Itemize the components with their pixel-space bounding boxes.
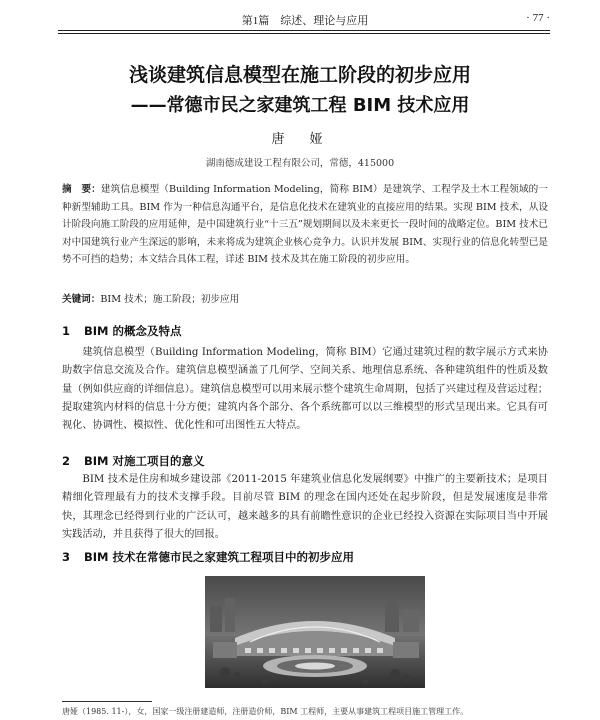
section-title: BIM 对施工项目的意义 — [84, 454, 205, 468]
section-number: 3 — [62, 550, 71, 564]
building-rendering-image — [205, 576, 425, 688]
header-rule-bottom — [58, 33, 550, 34]
section-title: BIM 的概念及特点 — [84, 324, 182, 338]
section-heading-2 — [62, 453, 205, 469]
section-number: 1 — [62, 324, 71, 338]
abstract — [62, 181, 548, 269]
abstract-label: 摘 要： — [62, 184, 101, 195]
keywords — [62, 291, 548, 305]
page-number: · 77 · — [526, 12, 550, 24]
section-title: BIM 技术在常德市民之家建筑工程项目中的初步应用 — [84, 550, 354, 564]
paper-subtitle: ——常德市民之家建筑工程 BIM 技术应用 — [130, 95, 470, 116]
author-name: 唐 娅 — [271, 132, 329, 147]
keywords-text: BIM 技术；施工阶段；初步应用 — [100, 294, 240, 305]
section-2-paragraph: BIM 技术是住房和城乡建设部《2011-2015 年建筑业信息化发展纲要》中推广的主要新技术；是项目精细化管理最有力的技术支撑手段。目前尽管 BIM 的理念在国内还处在起步阶段，但是发展速度是非常快，其理念已经得到行业的广泛认可，越来越多的具有前瞻性意识的企业已经投入资源在实际项目当中开展实践活动，并且获得了很大的回报。 — [62, 474, 548, 540]
footnote-rule — [62, 701, 152, 702]
author-affiliation: 湖南德成建设工程有限公司，常德，415000 — [205, 158, 395, 169]
section-number: 2 — [62, 454, 71, 468]
author-footnote: 唐娅（1985. 11-），女，国家一级注册建造师，注册造价师，BIM 工程师，主要从事建筑工程项目施工管理工作。 — [62, 707, 469, 716]
running-header-section: 第1篇 综述、理论与应用 — [241, 15, 369, 27]
keywords-label: 关键词： — [62, 294, 101, 305]
abstract-text: 建筑信息模型（Building Information Modeling，简称 BIM）是建筑学、工程学及土木工程领域的一种新型辅助工具。BIM 作为一种信息沟通平台，是信息化技术在建筑业的直接应用的结果。实现 BIM 技术，从设计阶段向施工阶段的应用延伸，是中国建筑行业“十三五”规划期间以及未来更长一段时间的战略定位。BIM 技术已对中国建筑行业产生深远的影响，未来将成为建筑企业核心竞争力。认识并发展 BIM、实现行业的信息化转型已是势不可挡的趋势；本文结合具体工程，详述 BIM 技术及其在施工阶段的初步应用。 — [62, 184, 548, 265]
section-heading-3 — [62, 549, 354, 565]
running-header — [60, 10, 550, 30]
paper-title: 浅谈建筑信息模型在施工阶段的初步应用 — [128, 64, 471, 86]
section-heading-1 — [62, 323, 182, 339]
header-rule-top — [58, 30, 550, 31]
section-1-paragraph: 建筑信息模型（Building Information Modeling，简称 BIM）它通过建筑过程的数字展示方式来协助数字信息交流及合作。建筑信息模型涵盖了几何学、空间关系、地理信息系统、各种建筑组件的性质及数量（例如供应商的详细信息）。建筑信息模型可以用来展示整个建筑生命周期，包括了兴建过程及营运过程；提取建筑内材料的信息十分方便；建筑内各个部分、各个系统都可以以三维模型的形式呈现出来。它具有可视化、协调性、模拟性、优化性和可出图性五大特点。 — [62, 347, 548, 432]
